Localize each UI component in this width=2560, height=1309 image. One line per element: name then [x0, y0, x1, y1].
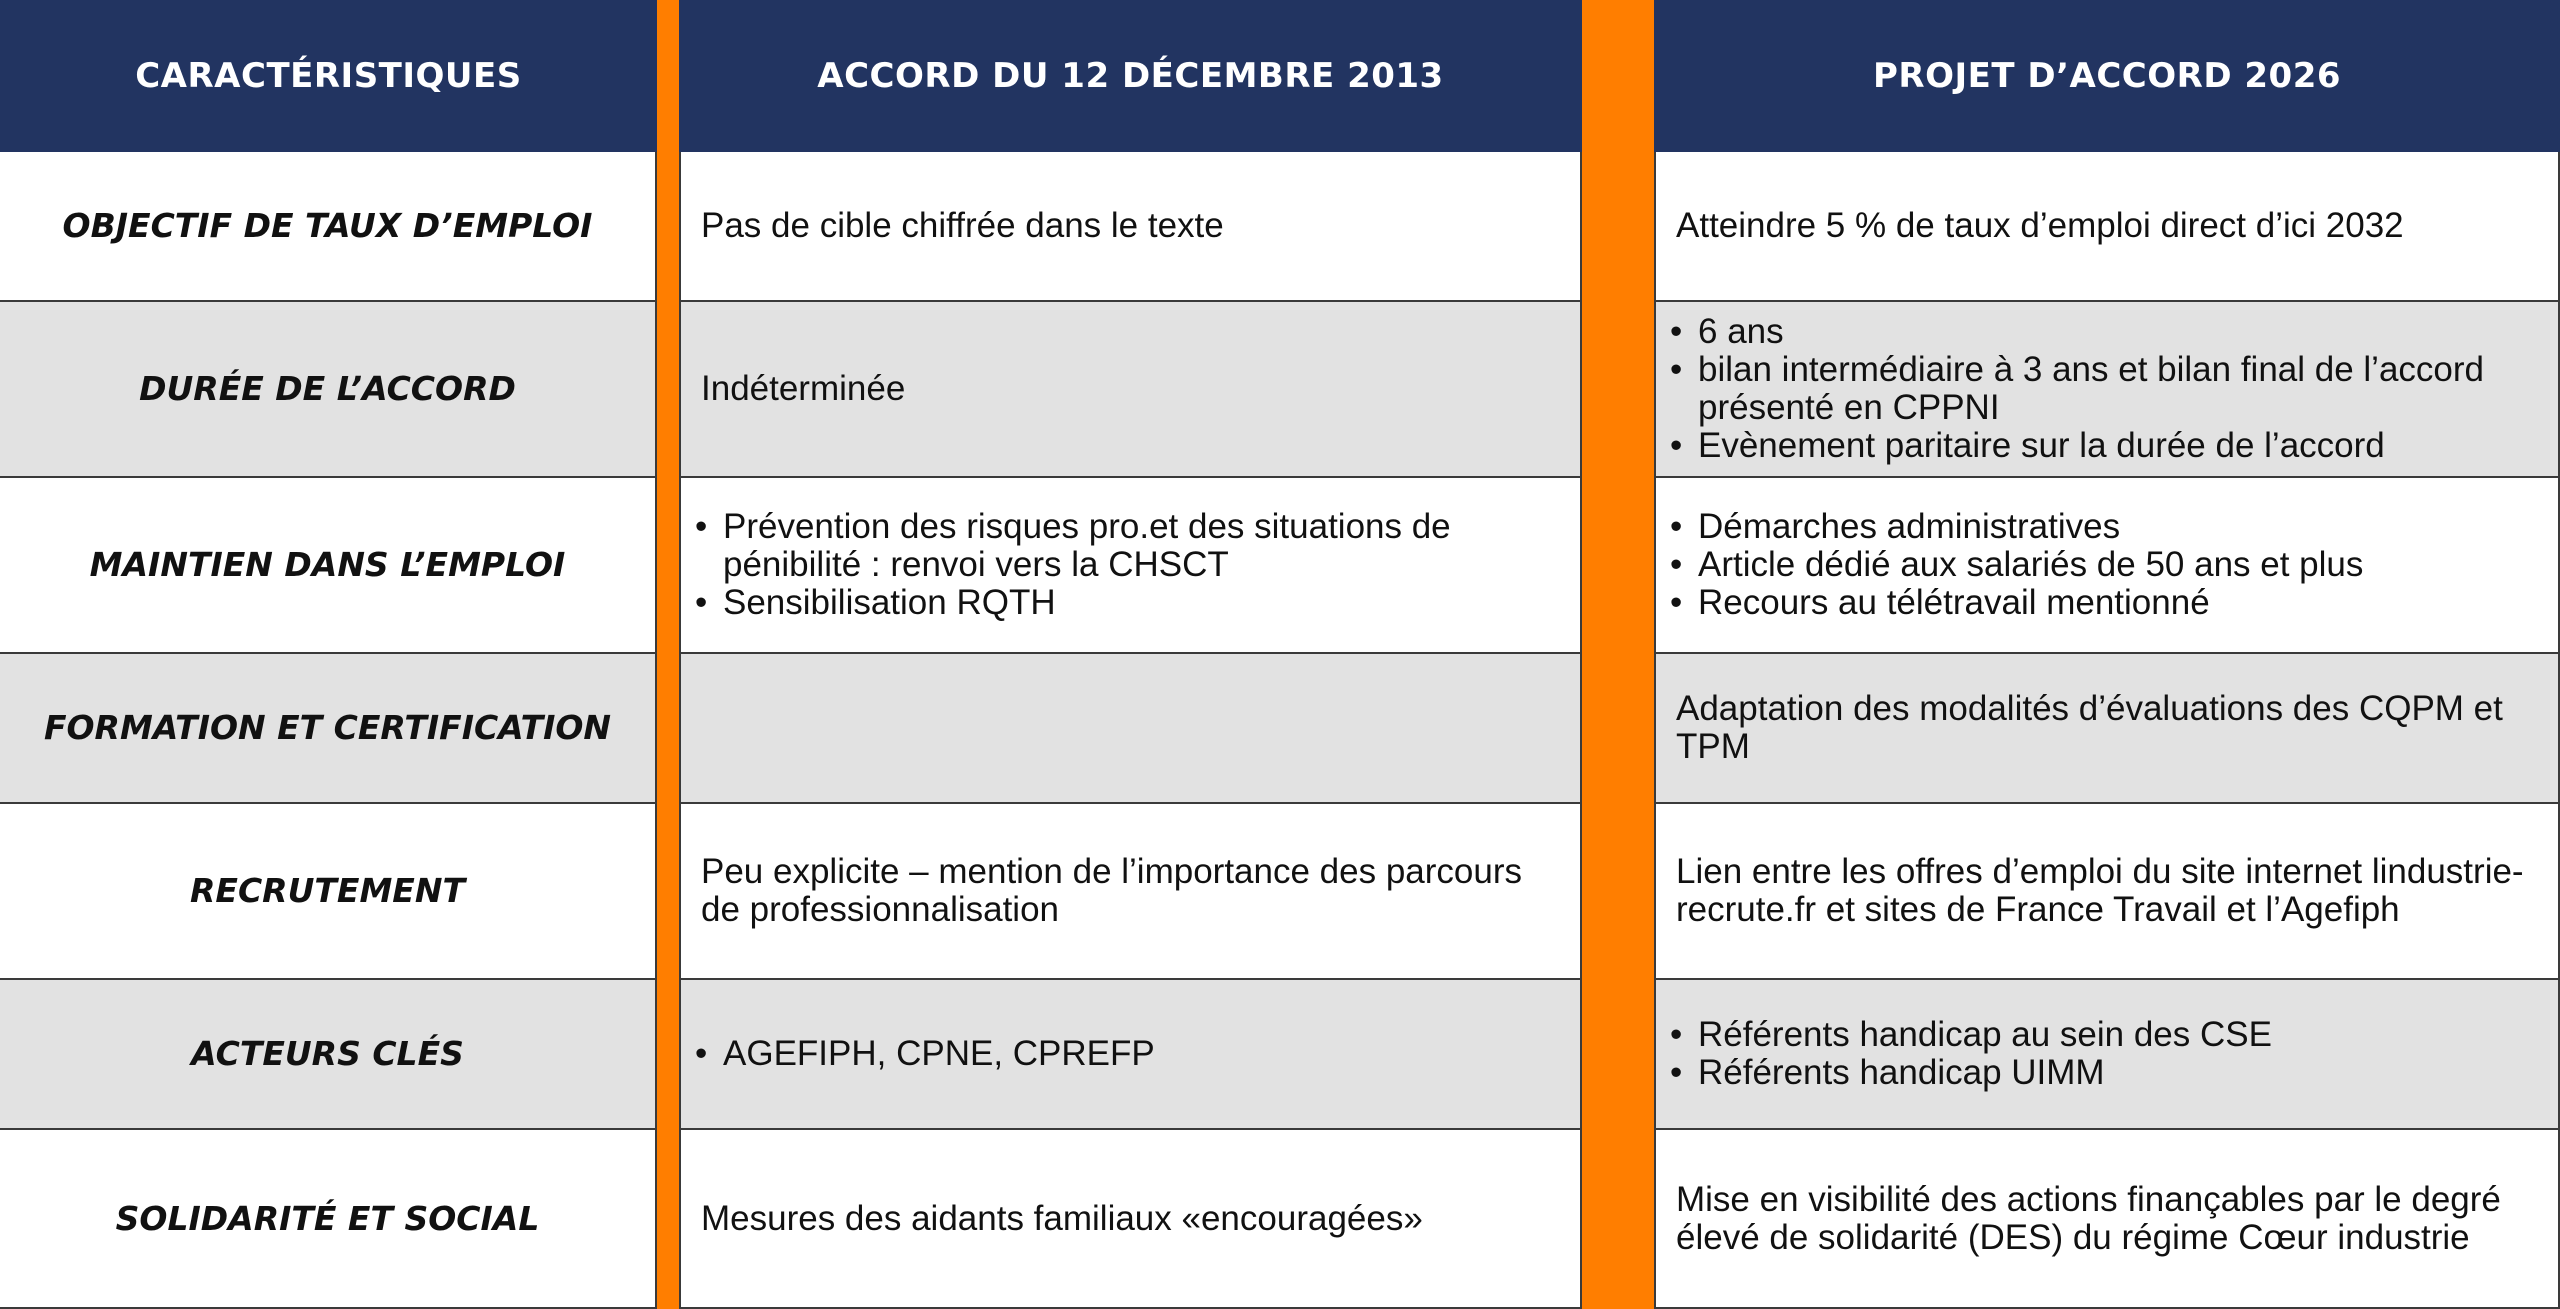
separator-bar-right: [1582, 478, 1654, 654]
separator-bar-left: [657, 654, 679, 804]
row-label: SOLIDARITÉ ET SOCIAL: [0, 1130, 657, 1309]
cell-accord-2013: [679, 804, 1582, 980]
cell-projet-2026: [1654, 152, 2560, 302]
cell-projet-2026: [1654, 804, 2560, 980]
separator-bar-right: [1582, 0, 1654, 152]
list-item: • 6 ans: [1668, 313, 2544, 351]
cell-accord-2013: [679, 152, 1582, 302]
header-projet-2026: PROJET D’ACCORD 2026: [1654, 0, 2560, 152]
list-item: • Recours au télétravail mentionné: [1668, 584, 2363, 622]
separator-bar-left: [657, 302, 679, 478]
cell-accord-2013: [679, 980, 1582, 1130]
cell-accord-2013: [679, 478, 1582, 654]
cell-projet-2026: [1654, 478, 2560, 654]
header-accord-2013: ACCORD DU 12 DÉCEMBRE 2013: [679, 0, 1582, 152]
list-item: • AGEFIPH, CPNE, CPREFP: [693, 1035, 1155, 1073]
row-label: FORMATION ET CERTIFICATION: [0, 654, 657, 804]
bullet-list: [693, 1035, 1155, 1073]
separator-bar-right: [1582, 1130, 1654, 1309]
row-label: DURÉE DE L’ACCORD: [0, 302, 657, 478]
separator-bar-right: [1582, 152, 1654, 302]
row-label: RECRUTEMENT: [0, 804, 657, 980]
cell-projet-2026: [1654, 654, 2560, 804]
header-caracteristiques: CARACTÉRISTIQUES: [0, 0, 657, 152]
bullet-list: [1668, 1016, 2272, 1092]
separator-bar-left: [657, 478, 679, 654]
separator-bar-right: [1582, 980, 1654, 1130]
cell-accord-2013: [679, 302, 1582, 478]
cell-text: Mesures des aidants familiaux «encouragées»: [701, 1198, 1423, 1238]
list-item: • bilan intermédiaire à 3 ans et bilan final de l’accord présenté en CPPNI: [1668, 351, 2544, 427]
cell-accord-2013: [679, 654, 1582, 804]
separator-bar-left: [657, 152, 679, 302]
list-item: • Référents handicap au sein des CSE: [1668, 1016, 2272, 1054]
list-item: • Sensibilisation RQTH: [693, 584, 1566, 622]
row-label: MAINTIEN DANS L’EMPLOI: [0, 478, 657, 654]
cell-text: Adaptation des modalités d’évaluations des CQPM et TPM: [1676, 689, 2503, 766]
list-item: • Référents handicap UIMM: [1668, 1054, 2272, 1092]
separator-bar-left: [657, 980, 679, 1130]
cell-text: Atteindre 5 % de taux d’emploi direct d’ici 2032: [1676, 206, 2404, 245]
row-label: ACTEURS CLÉS: [0, 980, 657, 1130]
list-item: • Prévention des risques pro.et des situations de pénibilité : renvoi vers la CHSCT: [693, 508, 1566, 584]
bullet-list: [693, 508, 1566, 622]
separator-bar-right: [1582, 654, 1654, 804]
separator-bar-left: [657, 0, 679, 152]
separator-bar-right: [1582, 804, 1654, 980]
cell-projet-2026: [1654, 302, 2560, 478]
cell-accord-2013: [679, 1130, 1582, 1309]
separator-bar-right: [1582, 302, 1654, 478]
separator-bar-left: [657, 804, 679, 980]
cell-text: Lien entre les offres d’emploi du site internet lindustrie-recrute.fr et sites de France Travail et l’Agefiph: [1676, 852, 2524, 929]
bullet-list: [1668, 313, 2544, 465]
separator-bar-left: [657, 1130, 679, 1309]
cell-projet-2026: [1654, 980, 2560, 1130]
list-item: • Démarches administratives: [1668, 508, 2363, 546]
row-label: OBJECTIF DE TAUX D’EMPLOI: [0, 152, 657, 302]
cell-text: Mise en visibilité des actions finançables par le degré élevé de solidarité (DES) du régime Cœur industrie: [1676, 1179, 2501, 1257]
list-item: • Article dédié aux salariés de 50 ans et plus: [1668, 546, 2363, 584]
cell-text: Pas de cible chiffrée dans le texte: [701, 206, 1224, 245]
cell-projet-2026: [1654, 1130, 2560, 1309]
bullet-list: [1668, 508, 2363, 622]
list-item: • Evènement paritaire sur la durée de l’accord: [1668, 427, 2544, 465]
cell-text: Indéterminée: [701, 369, 906, 408]
cell-text: Peu explicite – mention de l’importance des parcours de professionnalisation: [701, 852, 1522, 929]
